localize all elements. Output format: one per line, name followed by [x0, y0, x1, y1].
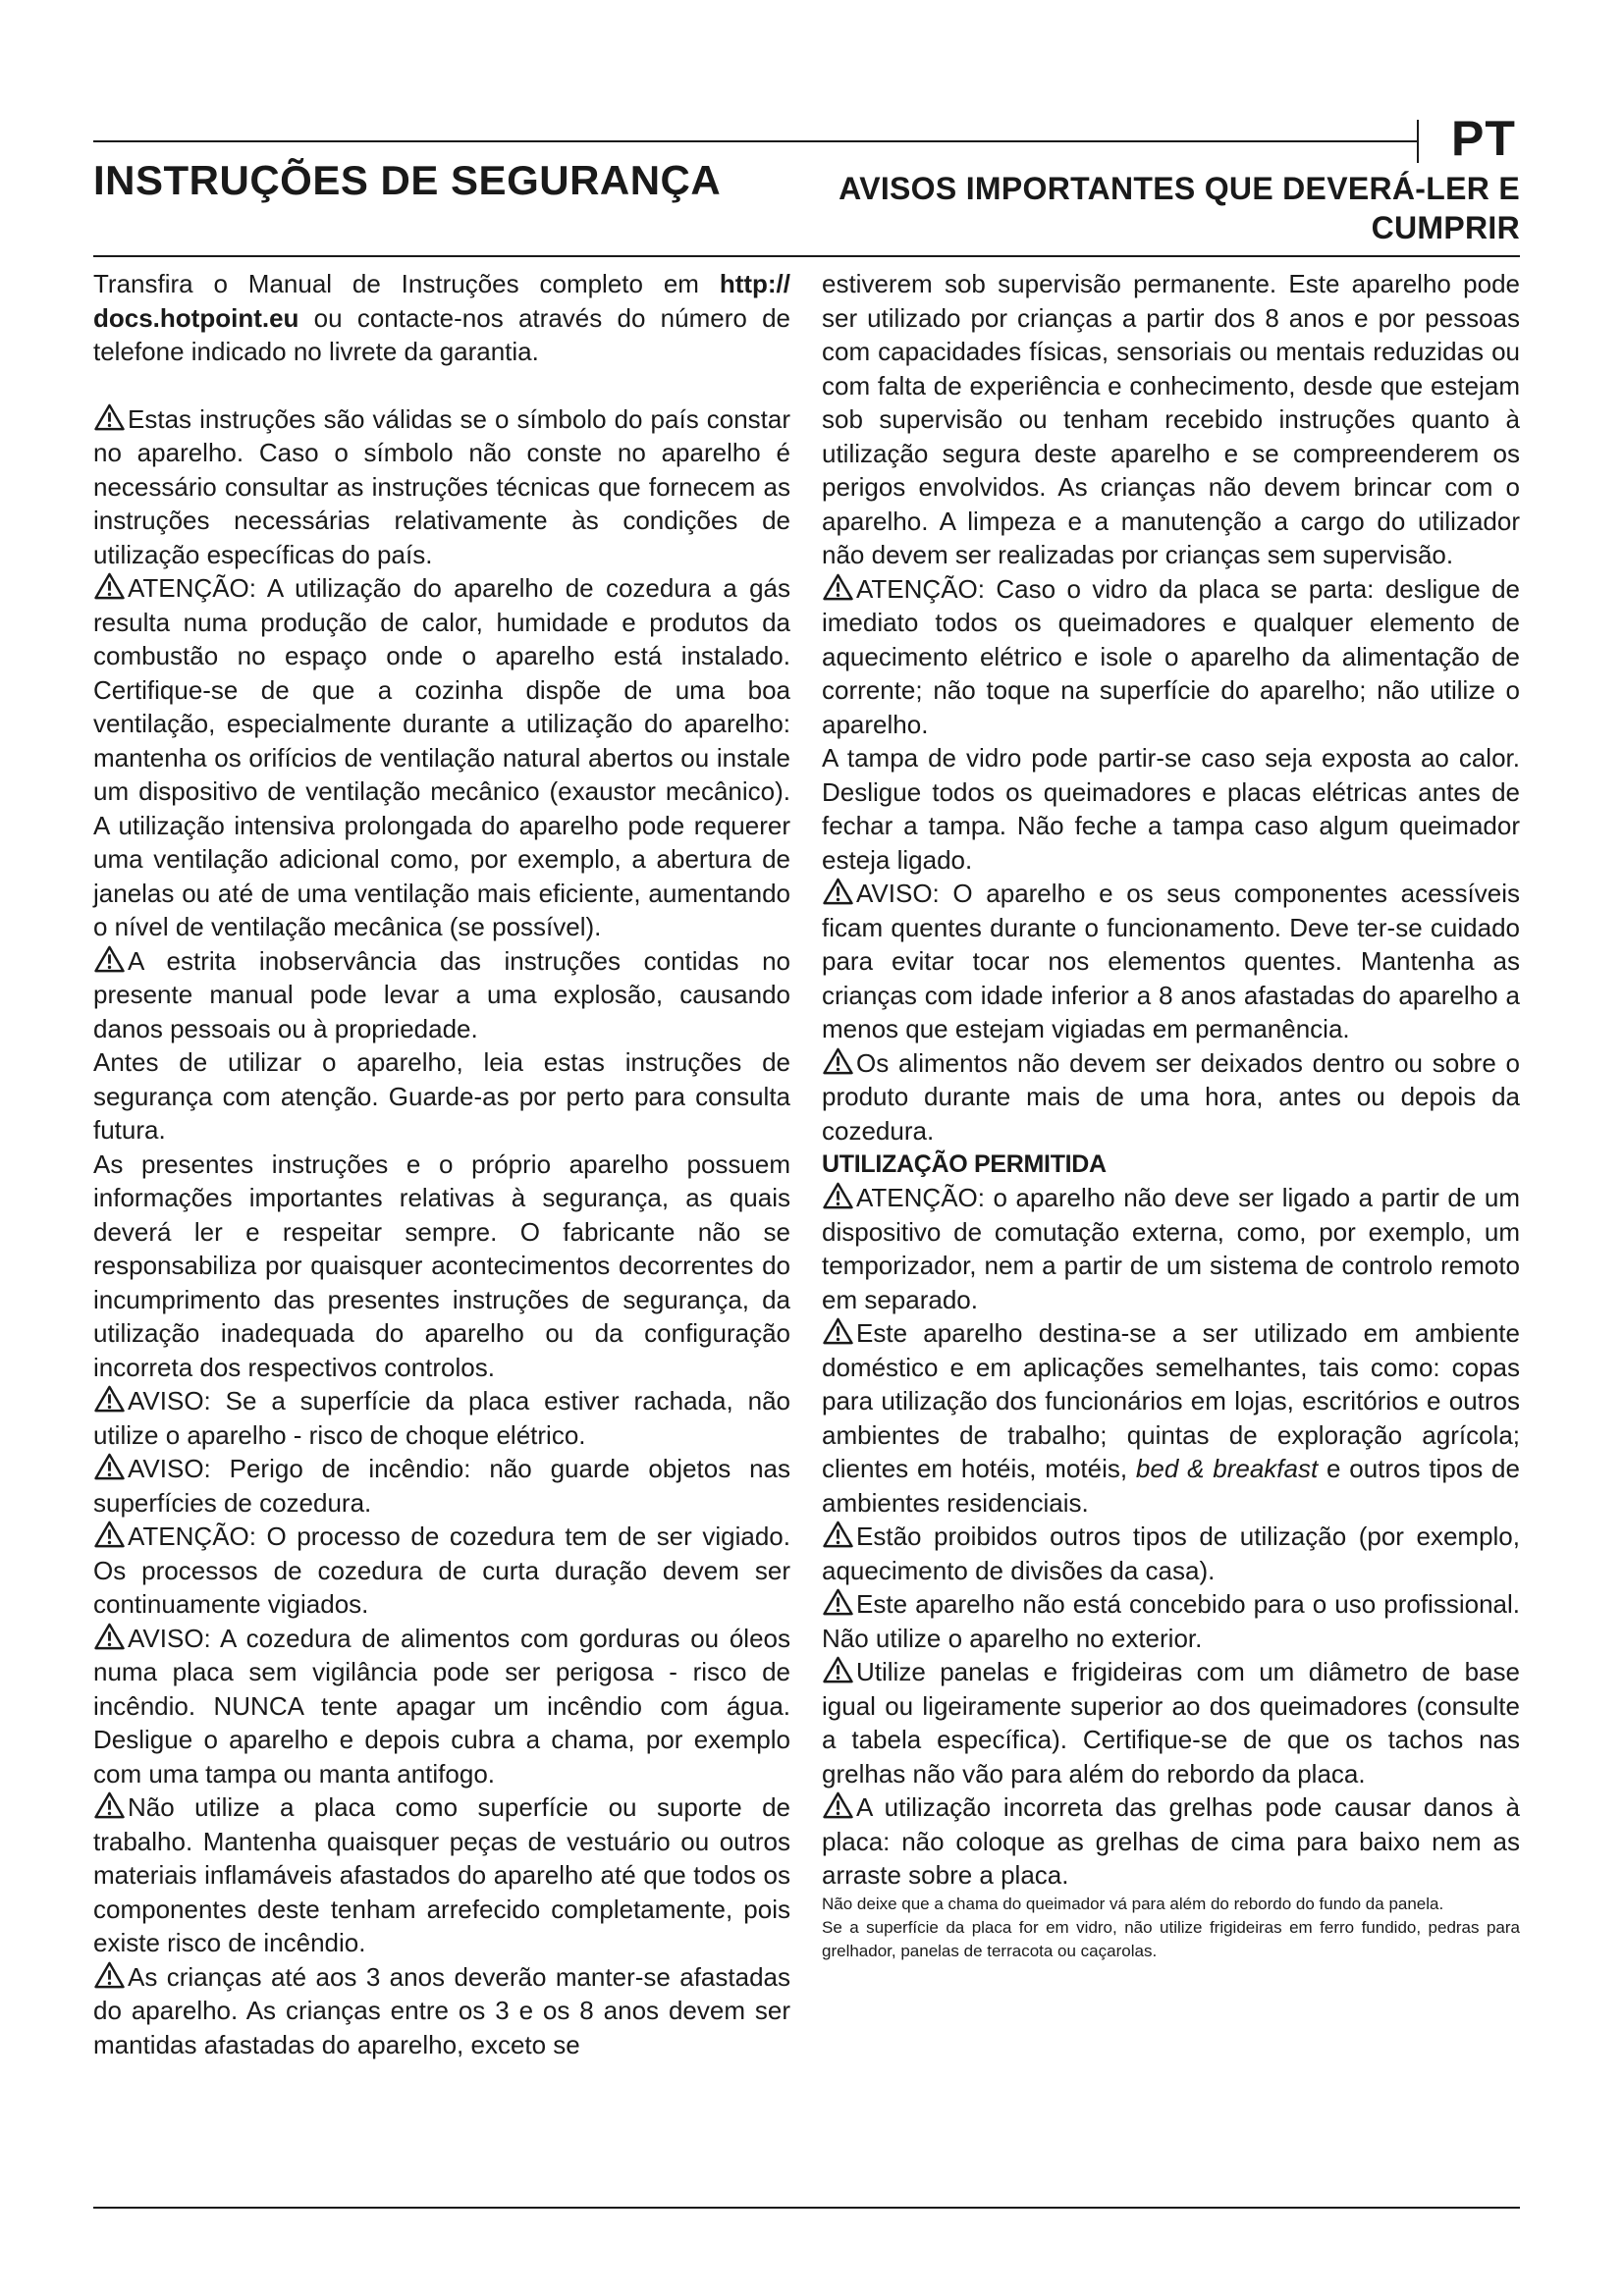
warning-triangle-icon — [822, 1182, 854, 1209]
paragraph-text: As crianças até aos 3 anos deverão manter-se afastadas do aparelho. As crianças entre os 3 e os 8 anos devem ser mantidas afastadas do aparelho, exceto se — [93, 1961, 790, 2059]
external-switch-warning — [822, 1181, 1520, 1316]
warning-triangle-icon — [822, 1791, 854, 1819]
paragraph-text: Este aparelho não está concebido para o uso profissional. Não utilize o aparelho no exterior. — [822, 1589, 1520, 1653]
warning-triangle-icon — [93, 1791, 126, 1819]
paragraph-text: ATENÇÃO: A utilização do aparelho de cozedura a gás resulta numa produção de calor, humidade e produtos da combustão no espaço onde o aparelho está instalado. Certifique-se de que a cozinha dispõe de uma boa ventilação, especialmente durante a utilização do aparelho: mantenha os orifícios de ventilação natural abertos ou instale um dispositivo de ventilação mecânico (exaustor mecânico). A utilização intensiva prolongada do aparelho pode requerer uma ventilação adicional como, por exemplo, a abertura de janelas ou até de uma ventilação mais eficiente, aumentando o nível de ventilação mecânica (se possível). — [93, 573, 790, 941]
paragraph-text: Não utilize a placa como superfície ou suporte de trabalho. Mantenha quaisquer peças de vestuário ou outros materiais inflamáveis afastados do aparelho até que todos os componentes deste tenham arrefecido completamente, pois existe risco de incêndio. — [93, 1792, 790, 1957]
warning-triangle-icon — [93, 1961, 126, 1989]
paragraph-text: ATENÇÃO: O processo de cozedura tem de ser vigiado. Os processos de cozedura de curta duração devem ser continuamente vigiados. — [93, 1522, 790, 1619]
paragraph-text: Os alimentos não devem ser deixados dentro ou sobre o produto durante mais de uma hora, antes ou depois da cozedura. — [822, 1047, 1520, 1146]
warning-triangle-icon — [93, 1453, 126, 1480]
paragraph-text: AVISO: Perigo de incêndio: não guarde objetos nas superfícies de cozedura. — [93, 1454, 790, 1518]
fire-hazard-warning — [93, 1452, 790, 1520]
spacer — [93, 369, 790, 402]
paragraph-text: Utilize panelas e frigideiras com um diâmetro de base igual ou ligeiramente superior ao dos queimadores (consulte a tabela específica). Certifique-se de que os tachos nas grelhas não vão para além do rebordo da placa. — [822, 1657, 1520, 1789]
warning-triangle-icon — [822, 1656, 854, 1683]
paragraph-text: Este aparelho destina-se a ser utilizado em ambiente doméstico e em aplicações semelhantes, tais como: copas para utilização dos funcionários em lojas, escritórios e outros ambientes de trabalho; quintas de exploração agrícola; clientes em hotéis, motéis, — [822, 1318, 1520, 1483]
children-warning — [93, 1960, 790, 2062]
warning-triangle-icon — [822, 573, 854, 601]
intro-text: Transfira o Manual de Instruções completo em — [93, 269, 720, 298]
gas-ventilation-warning — [93, 571, 790, 944]
language-tab-line — [93, 140, 1419, 142]
warning-triangle-icon — [93, 572, 126, 600]
prohibited-use-paragraph — [822, 1520, 1520, 1587]
warning-triangle-icon — [93, 1521, 126, 1548]
warning-triangle-icon — [822, 878, 854, 905]
broken-glass-warning — [822, 572, 1520, 742]
intro-text-end: ou contacte-nos através do número de telefone indicado no livrete da garantia. — [93, 302, 790, 366]
paragraph-text: ATENÇÃO: Caso o vidro da placa se parta: desligue de imediato todos os queimadores e qualquer elemento de aquecimento elétrico e isole o aparelho da alimentação de corrente; não toque na superfície do aparelho; não utilize o aparelho. — [822, 573, 1520, 739]
paragraph-text: AVISO: A cozedura de alimentos com gorduras ou óleos numa placa sem vigilância pode ser perigosa - risco de incêndio. NUNCA tente apagar um incêndio com água. Desligue o aparelho e depois cubra a chama, por exemplo com uma tampa ou manta antifogo. — [93, 1623, 790, 1789]
pan-size-paragraph — [822, 1655, 1520, 1790]
read-instructions-paragraph: Antes de utilizar o aparelho, leia estas instruções de segurança com atenção. Guarde-as por perto para consulta futura. — [93, 1047, 790, 1145]
children-supervision-paragraph: estiverem sob supervisão permanente. Este aparelho pode ser utilizado por crianças a partir dos 8 anos e por pessoas com capacidades físicas, sensoriais ou mentais reduzidas ou com falta de experiência e conhecimento, desde que estejam sob supervisão ou tenham recebido instruções quanto à utilização segura deste aparelho e se compreenderem os perigos envolvidos. As crianças não devem brincar com o aparelho. A limpeza e a manutenção a cargo do utilizador não devem ser realizadas por crianças sem supervisão. — [822, 269, 1520, 569]
cracked-surface-warning — [93, 1384, 790, 1452]
manufacturer-liability-paragraph: As presentes instruções e o próprio aparelho possuem informações importantes relativas à segurança, as quais deverá ler e respeitar sempre. O fabricante não se responsabiliza por quaisquer acontecimentos decorrentes do incumprimento das presentes instruções de segurança, da utilização inadequada do aparelho ou da configuração incorreta dos respectivos controlos. — [93, 1148, 790, 1382]
paragraph-text: AVISO: Se a superfície da placa estiver rachada, não utilize o aparelho - risco de choque elétrico. — [93, 1386, 790, 1450]
language-code: PT — [1451, 111, 1516, 166]
grid-misuse-paragraph — [822, 1790, 1520, 1893]
glass-surface-note: Se a superfície da placa for em vidro, não utilize frigideiras em ferro fundido, pedras para grelhador, panelas de terracota ou caçarolas. — [822, 1917, 1520, 1960]
page-title: INSTRUÇÕES DE SEGURANÇA — [93, 157, 722, 203]
flame-note: Não deixe que a chama do queimador vá para além do rebordo do fundo da panela. — [822, 1894, 1444, 1913]
paragraph-text: Estas instruções são válidas se o símbolo do país constar no aparelho. Caso o símbolo não conste no aparelho é necessário consultar as instruções técnicas que fornecem as instruções necessárias relativamente às condições de utilização específicas do país. — [93, 403, 790, 569]
right-column — [822, 267, 1520, 1963]
italic-text: bed & breakfast — [1135, 1454, 1319, 1483]
language-tab-divider — [1417, 120, 1419, 163]
paragraph-text: A estrita inobservância das instruções contidas no presente manual pode levar a uma explosão, causando danos pessoais ou à propriedade. — [93, 945, 790, 1043]
food-left-warning — [822, 1046, 1520, 1148]
warning-triangle-icon — [93, 1623, 126, 1650]
paragraph-text: AVISO: O aparelho e os seus componentes acessíveis ficam quentes durante o funcionamento. Deve ter-se cuidado para evitar tocar nos elementos quentes. Mantenha as crianças com idade inferior a 8 anos afastadas do aparelho a menos que estejam vigiadas em permanência. — [822, 879, 1520, 1043]
docs-link[interactable]: http:// docs.hotpoint.eu — [93, 269, 790, 333]
paragraph-text-end: e outros tipos de ambientes residenciais. — [822, 1454, 1520, 1518]
not-professional-paragraph — [822, 1587, 1520, 1655]
paragraph-text: ATENÇÃO: o aparelho não deve ser ligado a partir de um dispositivo de comutação externa, como, por exemplo, um temporizador, nem a partir de um sistema de controlo remoto em separado. — [822, 1183, 1520, 1314]
header-divider — [93, 255, 1520, 257]
supervise-cooking-warning — [93, 1520, 790, 1622]
intro-paragraph — [93, 267, 790, 369]
warning-triangle-icon — [822, 1317, 854, 1345]
hot-parts-warning — [822, 877, 1520, 1046]
work-surface-warning — [93, 1790, 790, 1960]
left-column — [93, 267, 790, 2061]
paragraph-text: Estão proibidos outros tipos de utilização (por exemplo, aquecimento de divisões da casa). — [822, 1522, 1520, 1585]
oil-fire-warning — [93, 1622, 790, 1791]
warning-triangle-icon — [822, 1588, 854, 1616]
explosion-warning — [93, 944, 790, 1046]
warning-triangle-icon — [93, 945, 126, 973]
paragraph-text: A utilização incorreta das grelhas pode causar danos à placa: não coloque as grelhas de cima para baixo nem as arraste sobre a placa. — [822, 1792, 1520, 1890]
page-subtitle: AVISOS IMPORTANTES QUE DEVERÁ-LER E CUMPRIR — [839, 171, 1520, 245]
warning-triangle-icon — [93, 1385, 126, 1413]
country-symbol-paragraph — [93, 402, 790, 572]
section-heading-permitted-use: UTILIZAÇÃO PERMITIDA — [822, 1150, 1107, 1178]
glass-lid-paragraph: A tampa de vidro pode partir-se caso seja exposta ao calor. Desligue todos os queimadores e placas elétricas antes de fechar a tampa. Não feche a tampa caso algum queimador esteja ligado. — [822, 743, 1520, 875]
warning-triangle-icon — [822, 1521, 854, 1548]
footer-divider — [93, 2207, 1520, 2209]
warning-triangle-icon — [822, 1047, 854, 1075]
warning-triangle-icon — [93, 403, 126, 431]
domestic-use-paragraph — [822, 1316, 1520, 1520]
